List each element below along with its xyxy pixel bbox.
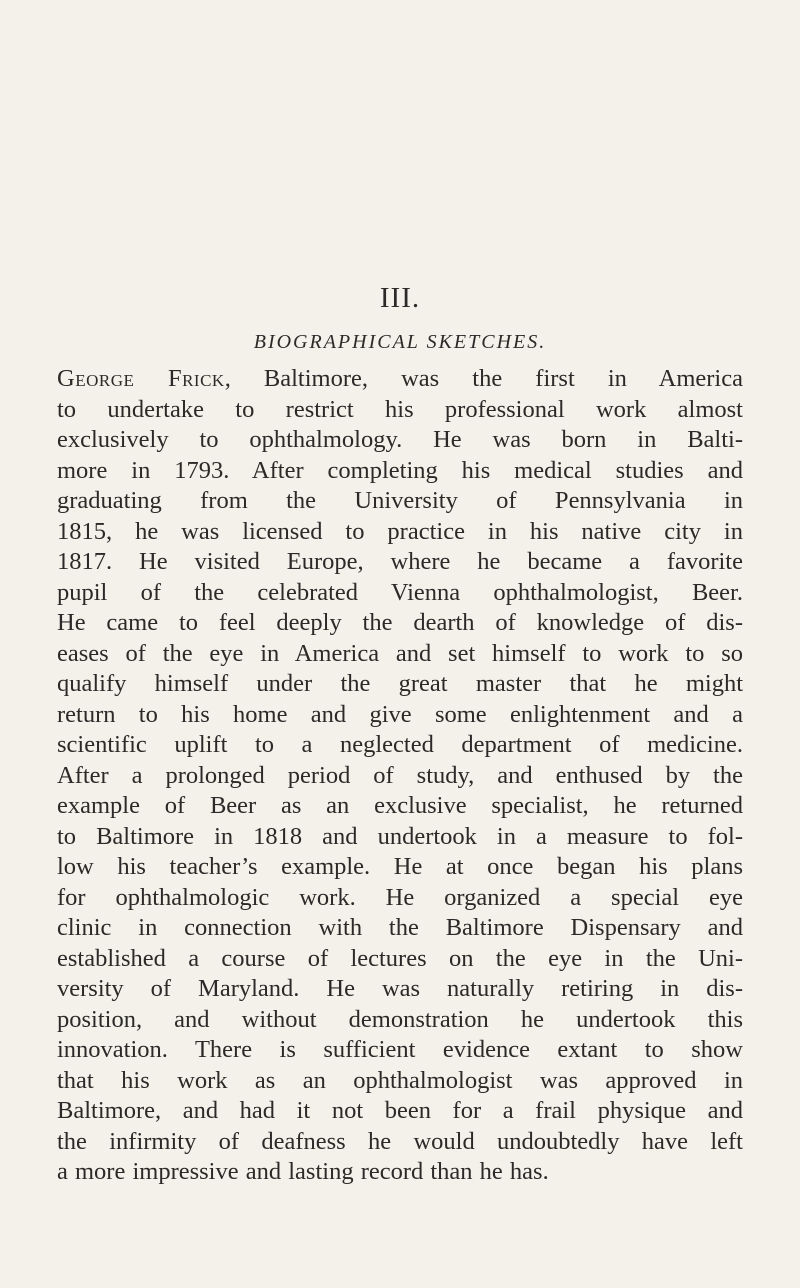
- text-line: qualify himself under the great master that he might: [57, 670, 743, 697]
- section-title: BIOGRAPHICAL SKETCHES.: [253, 331, 547, 353]
- text-line: established a course of lectures on the eye in the Uni-: [57, 944, 743, 972]
- text-line: eases of the eye in America and set himself to work to so: [57, 639, 743, 667]
- text-line: He came to feel deeply the dearth of knowledge of dis-: [57, 609, 743, 636]
- text-line: clinic in connection with the Baltimore Dispensary and: [57, 914, 743, 941]
- body-paragraph: [57, 364, 743, 1188]
- text-line: return to his home and give some enlightenment and a: [57, 700, 743, 728]
- text-line: position, and without demonstration he undertook this: [57, 1005, 743, 1033]
- chapter-number: III.: [379, 282, 421, 314]
- text-line: George Frick, Baltimore, was the first in America: [57, 365, 743, 392]
- text-line: for ophthalmologic work. He organized a special eye: [57, 883, 743, 911]
- text-line: graduating from the University of Pennsylvania in: [57, 487, 743, 514]
- text-line: Baltimore, and had it not been for a frail physique and: [57, 1097, 743, 1124]
- text-line: innovation. There is sufficient evidence extant to show: [57, 1036, 743, 1063]
- text-line: versity of Maryland. He was naturally retiring in dis-: [57, 975, 743, 1002]
- text-line: scientific uplift to a neglected department of medicine.: [57, 731, 743, 758]
- lead-name: George Frick: [57, 365, 225, 392]
- text-line: to Baltimore in 1818 and undertook in a measure to fol-: [57, 822, 743, 850]
- text-line: 1815, he was licensed to practice in his native city in: [57, 517, 743, 545]
- text-line: After a prolonged period of study, and enthused by the: [57, 761, 743, 789]
- text-line: a more impressive and lasting record than he has.: [57, 1158, 549, 1185]
- text-line: low his teacher’s example. He at once began his plans: [57, 853, 743, 880]
- text-line: more in 1793. After completing his medical studies and: [57, 456, 743, 484]
- text-line: that his work as an ophthalmologist was approved in: [57, 1066, 743, 1094]
- text-line: example of Beer as an exclusive specialist, he returned: [57, 792, 743, 819]
- text-line: the infirmity of deafness he would undoubtedly have left: [57, 1127, 743, 1155]
- text-line: exclusively to ophthalmology. He was born in Balti-: [57, 426, 743, 453]
- text-line: pupil of the celebrated Vienna ophthalmologist, Beer.: [57, 578, 743, 606]
- text-line: 1817. He visited Europe, where he became a favorite: [57, 548, 743, 575]
- text-line: to undertake to restrict his professional work almost: [57, 395, 743, 423]
